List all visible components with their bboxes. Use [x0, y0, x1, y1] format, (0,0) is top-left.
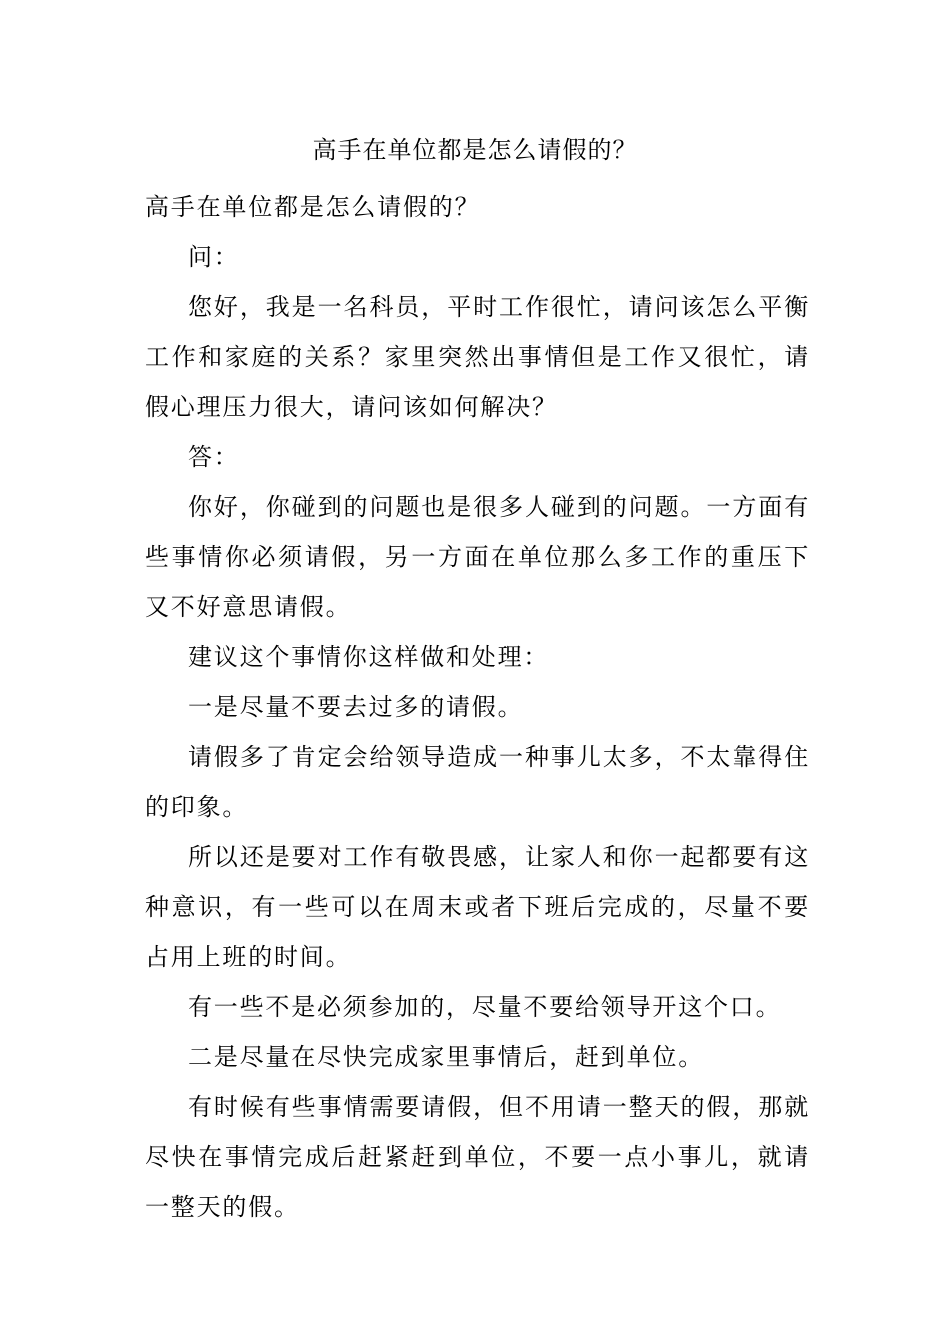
document-title: 高手在单位都是怎么请假的？ — [312, 136, 638, 164]
paragraph-question: 您好，我是一名科员，平时工作很忙，请问该怎么平衡工作和家庭的关系？家里突然出事情但是工作又很忙，请假心理压力很大，请问该如何解决？ — [145, 293, 810, 421]
paragraph-answer-label: 答： — [188, 443, 240, 471]
document-body — [145, 182, 810, 1232]
paragraph-point-two-detail: 有时候有些事情需要请假，但不用请一整天的假，那就尽快在事情完成后赶紧赶到单位，不要一点小事儿，就请一整天的假。 — [145, 1093, 810, 1221]
paragraph-answer-intro: 你好，你碰到的问题也是很多人碰到的问题。一方面有些事情你必须请假，另一方面在单位那么多工作的重压下又不好意思请假。 — [145, 493, 810, 621]
paragraph-suggestion: 建议这个事情你这样做和处理： — [188, 643, 550, 671]
paragraph-point-two: 二是尽量在尽快完成家里事情后，赶到单位。 — [188, 1043, 704, 1071]
paragraph-heading-repeat: 高手在单位都是怎么请假的？ — [145, 193, 481, 221]
paragraph-point-one-advice: 所以还是要对工作有敬畏感，让家人和你一起都要有这种意识，有一些可以在周末或者下班后完成的，尽量不要占用上班的时间。 — [145, 843, 810, 971]
paragraph-question-label: 问： — [188, 243, 240, 271]
paragraph-point-one-detail: 请假多了肯定会给领导造成一种事儿太多，不太靠得住的印象。 — [145, 743, 810, 821]
paragraph-point-one: 一是尽量不要去过多的请假。 — [188, 693, 524, 721]
paragraph-point-one-note: 有一些不是必须参加的，尽量不要给领导开这个口。 — [188, 993, 782, 1021]
